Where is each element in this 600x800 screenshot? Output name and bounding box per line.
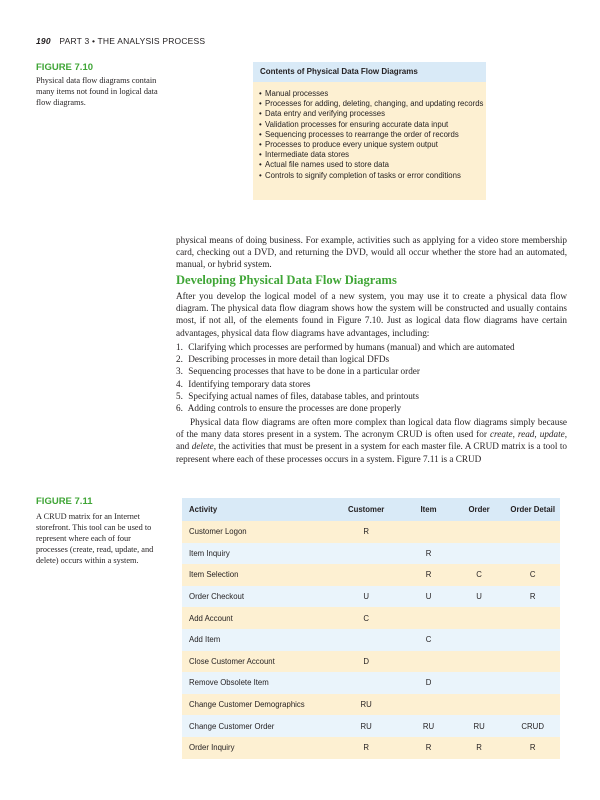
table-cell: [453, 543, 506, 565]
table-cell: U: [404, 586, 453, 608]
figure-7-10-box: [253, 62, 486, 200]
table-cell: [328, 672, 404, 694]
term-delete: delete: [191, 441, 214, 452]
table-cell: R: [404, 564, 453, 586]
table-cell: Add Account: [182, 607, 328, 629]
table-cell: [404, 521, 453, 543]
table-row: [182, 521, 560, 543]
table-cell: RU: [328, 694, 404, 716]
list-item-text: Identifying temporary data stores: [188, 378, 311, 389]
table-cell: R: [404, 737, 453, 759]
para-text: Physical data flow diagrams are often more complex than logical data flow diagrams simply because of the many data stores present in a system. The acronym CRUD is often used for: [176, 417, 567, 440]
list-item: 3. Sequencing processes that have to be done in a particular order: [176, 366, 420, 377]
table-cell: U: [453, 586, 506, 608]
table-row: [182, 543, 560, 565]
table-cell: R: [505, 737, 560, 759]
list-item: • Validation processes for ensuring accurate data input: [259, 120, 486, 130]
table-cell: [505, 672, 560, 694]
table-cell: RU: [453, 715, 506, 737]
list-item: 5. Specifying actual names of files, database tables, and printouts: [176, 390, 419, 401]
body-paragraph-2: After you develop the logical model of a new system, you may use it to create a physical data flow diagram. The physical data flow diagram shows how the system will be constructed and usually contains most, if not all, of the elements found in Figure 7.10. Just as logical data flow diagrams have certain advantages, physical data flow diagrams have advantages, including:: [176, 291, 567, 338]
para-text: , and: [176, 429, 568, 452]
table-row: [182, 715, 560, 737]
table-cell: Change Customer Order: [182, 715, 328, 737]
table-cell: [453, 694, 506, 716]
list-item: • Processes to produce every unique system output: [259, 140, 486, 150]
table-cell: Item Selection: [182, 564, 328, 586]
advantages-list: [176, 341, 567, 414]
list-item: • Manual processes: [259, 89, 486, 99]
page-number: 190: [36, 36, 51, 46]
list-item: • Intermediate data stores: [259, 150, 486, 160]
table-row: [182, 694, 560, 716]
table-cell: [328, 629, 404, 651]
table-cell: [404, 607, 453, 629]
table-header-row: [182, 498, 560, 521]
table-row: [182, 607, 560, 629]
list-item: • Sequencing processes to rearrange the order of records: [259, 130, 486, 140]
table-cell: D: [328, 651, 404, 673]
table-cell: [453, 651, 506, 673]
table-row: [182, 586, 560, 608]
table-cell: Customer Logon: [182, 521, 328, 543]
table-cell: [328, 564, 404, 586]
figure-7-10-label: FIGURE 7.10: [36, 62, 94, 73]
running-header: [36, 36, 205, 46]
table-row: [182, 737, 560, 759]
table-cell: [453, 672, 506, 694]
table-cell: [453, 629, 506, 651]
list-item: • Actual file names used to store data: [259, 160, 486, 170]
table-row: [182, 651, 560, 673]
table-cell: Remove Obsolete Item: [182, 672, 328, 694]
table-cell: Add Item: [182, 629, 328, 651]
figure-7-11-caption: A CRUD matrix for an Internet storefront. This tool can be used to represent where each of four processes (create, read, update, and delete) occurs within a system.: [36, 512, 154, 565]
table-cell: [505, 607, 560, 629]
table-cell: RU: [328, 715, 404, 737]
column-header-order: Order: [453, 498, 506, 521]
table-cell: [328, 543, 404, 565]
table-cell: C: [328, 607, 404, 629]
list-item: • Controls to signify completion of tasks or error conditions: [259, 171, 486, 181]
term-update: update: [539, 429, 565, 440]
table-cell: R: [328, 521, 404, 543]
table-cell: RU: [404, 715, 453, 737]
para-text: ,: [512, 429, 518, 440]
table-cell: U: [328, 586, 404, 608]
term-read: read: [517, 429, 535, 440]
list-item-text: Adding controls to ensure the processes are done properly: [187, 403, 402, 414]
column-header-customer: Customer: [328, 498, 404, 521]
figure-7-10-list: [253, 89, 486, 181]
list-item-text: Specifying actual names of files, database tables, and printouts: [188, 390, 419, 401]
body-paragraph-3: [176, 416, 567, 465]
table-cell: CRUD: [505, 715, 560, 737]
table-cell: [505, 651, 560, 673]
table-cell: R: [505, 586, 560, 608]
column-header-activity: Activity: [182, 498, 328, 521]
list-item-text: Describing processes in more detail than logical DFDs: [188, 354, 390, 365]
section-heading: Developing Physical Data Flow Diagrams: [176, 273, 397, 287]
table-cell: C: [505, 564, 560, 586]
table-row: [182, 629, 560, 651]
table-row: [182, 672, 560, 694]
table-cell: [505, 694, 560, 716]
table-cell: [453, 607, 506, 629]
table-row: [182, 564, 560, 586]
column-header-order-detail: Order Detail: [505, 498, 560, 521]
section-title: PART 3 • THE ANALYSIS PROCESS: [59, 36, 206, 46]
table-cell: R: [404, 543, 453, 565]
list-item: • Processes for adding, deleting, changing, and updating records: [259, 99, 486, 109]
table-cell: Order Checkout: [182, 586, 328, 608]
list-item-text: Sequencing processes that have to be done in a particular order: [188, 366, 420, 377]
list-item: 6. Adding controls to ensure the processes are done properly: [176, 403, 402, 414]
table-cell: [505, 629, 560, 651]
table-cell: R: [453, 737, 506, 759]
table-cell: Item Inquiry: [182, 543, 328, 565]
table-cell: [453, 521, 506, 543]
crud-matrix-table: [182, 498, 560, 759]
figure-7-10-caption: Physical data flow diagrams contain many items not found in logical data flow diagrams.: [36, 76, 158, 107]
table-cell: C: [404, 629, 453, 651]
table-cell: Order Inquiry: [182, 737, 328, 759]
list-item-text: Clarifying which processes are performed by humans (manual) and which are automated: [188, 342, 515, 352]
body-paragraph-1: physical means of doing business. For example, activities such as applying for a video store membership card, checking out a DVD, and returning the DVD, would all occur whether the store had an automated, manual, or hybrid system.: [176, 235, 567, 270]
table-cell: Change Customer Demographics: [182, 694, 328, 716]
list-item: 1. Clarifying which processes are performed by humans (manual) and which are automated: [176, 342, 515, 352]
list-item: 4. Identifying temporary data stores: [176, 378, 311, 389]
para-text: , the activities that must be present in a system for each master file. A CRUD matrix is a tool to represent where each of these processes occurs in a system. Figure 7.11 is a CRUD: [176, 441, 567, 464]
table-cell: D: [404, 672, 453, 694]
table-cell: R: [328, 737, 404, 759]
list-item: • Data entry and verifying processes: [259, 109, 486, 119]
table-cell: Close Customer Account: [182, 651, 328, 673]
figure-7-10-title: Contents of Physical Data Flow Diagrams: [253, 62, 486, 82]
table-cell: [404, 694, 453, 716]
figure-7-11-label: FIGURE 7.11: [36, 496, 93, 507]
list-item: 2. Describing processes in more detail than logical DFDs: [176, 354, 390, 365]
table-cell: C: [453, 564, 506, 586]
para-text: ,: [534, 429, 540, 440]
term-create: create: [489, 429, 513, 440]
table-cell: [404, 651, 453, 673]
column-header-item: Item: [404, 498, 453, 521]
table-cell: [505, 521, 560, 543]
table-cell: [505, 543, 560, 565]
